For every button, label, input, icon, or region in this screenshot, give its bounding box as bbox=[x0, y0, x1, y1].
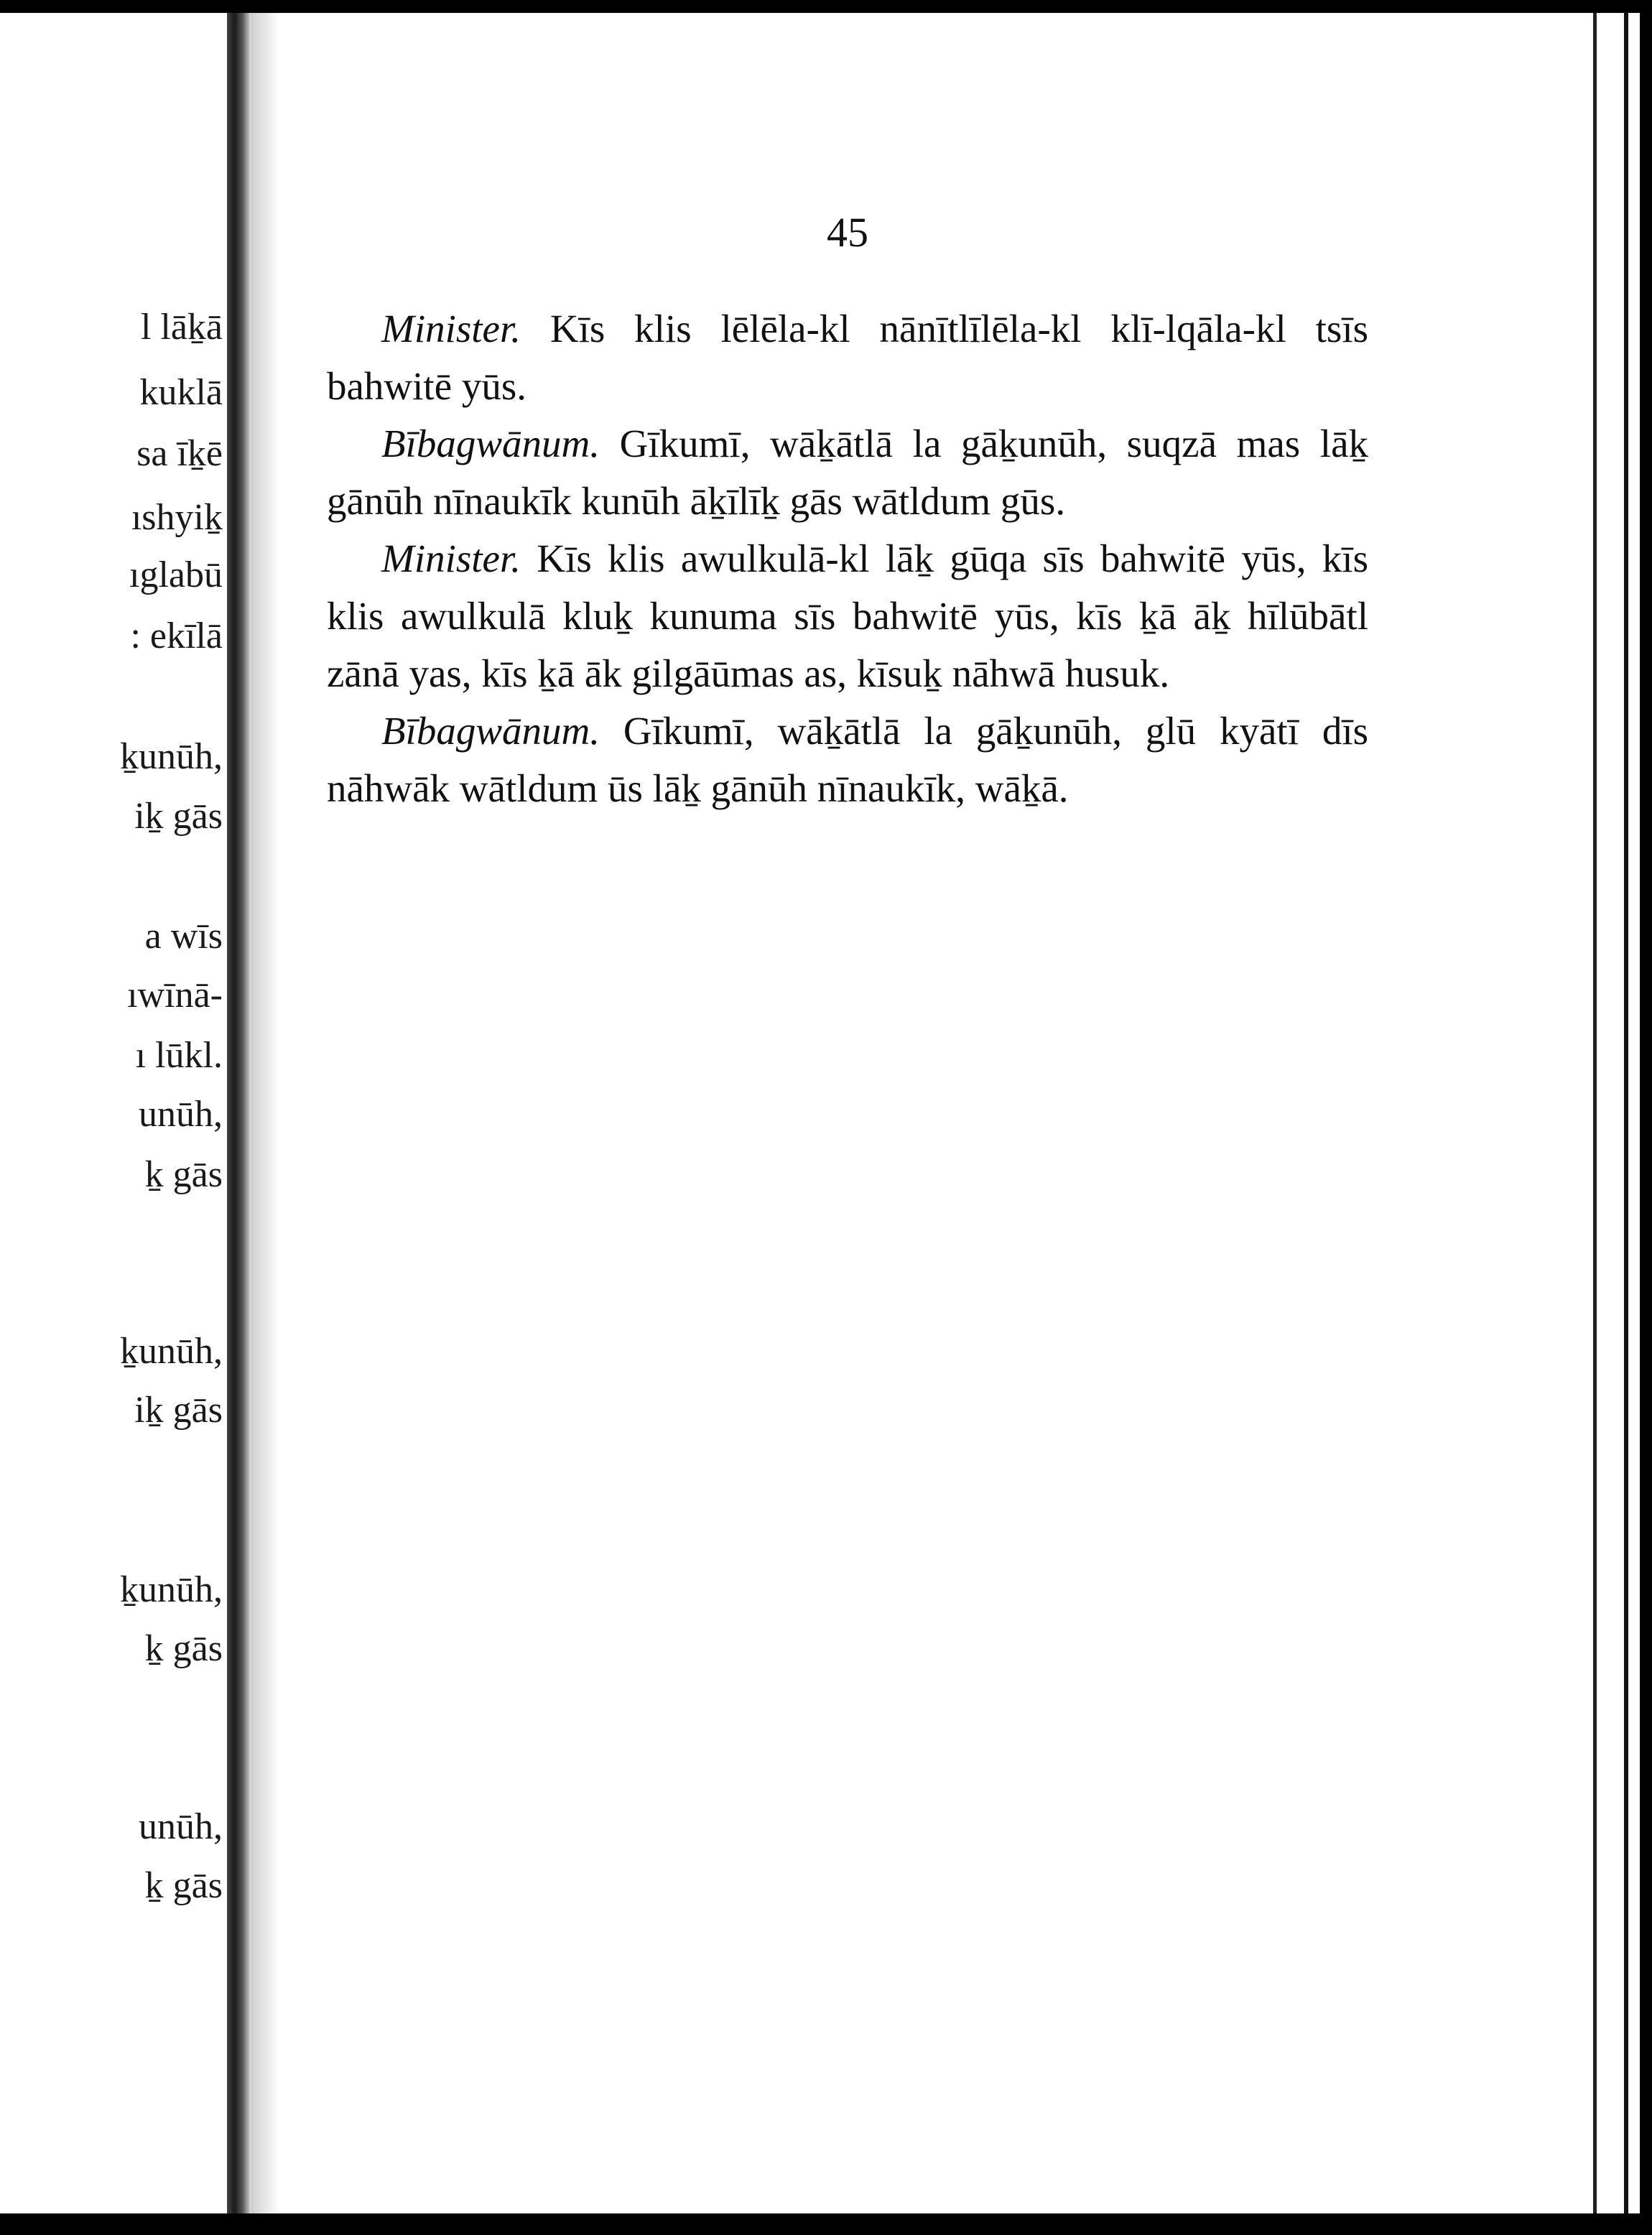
left-page-fragment: ḵ gās bbox=[144, 1628, 223, 1669]
left-page-fragment: ıshyiḵ bbox=[131, 497, 223, 538]
left-page-fragment: unūh, bbox=[139, 1094, 223, 1135]
gutter-shadow bbox=[251, 13, 280, 2213]
left-page-fragment: unūh, bbox=[139, 1806, 223, 1847]
left-page-fragment: ı lūkl. bbox=[135, 1035, 223, 1076]
book-gutter bbox=[227, 13, 253, 2213]
dialogue-body bbox=[327, 300, 1368, 817]
left-page-fragment: ıwīnā- bbox=[127, 975, 223, 1016]
dialogue-text: Gīkumī, wāḵātlā la gāḵunūh, suqzā mas lāḵ gānūh nīnaukīk kunūh āḵīlīḵ gās wātldum gūs. bbox=[327, 422, 1368, 523]
left-page-fragment: ḵunūh, bbox=[120, 736, 223, 777]
speaker-name: Bībagwānum. bbox=[381, 422, 600, 465]
left-page-fragment: iḵ gās bbox=[134, 1390, 223, 1431]
page-edge-right bbox=[1593, 13, 1652, 2213]
dialogue-paragraph bbox=[327, 702, 1368, 817]
left-page-fragment: a wīs bbox=[144, 916, 223, 957]
left-page-fragment: ḵunūh, bbox=[120, 1569, 223, 1610]
left-page-fragment: ḵ gās bbox=[144, 1865, 223, 1906]
left-page-fragment: ḵunūh, bbox=[120, 1331, 223, 1372]
left-page-fragment: : ekīlā bbox=[130, 615, 223, 656]
left-page-fragment: iḵ gās bbox=[134, 796, 223, 837]
speaker-name: Bībagwānum. bbox=[381, 709, 600, 753]
dialogue-text: Kīs klis lēlēla-kl nānītlīlēla-kl klī-lqāla-kl tsīs bahwitē yūs. bbox=[327, 307, 1369, 408]
left-page-fragment: ḵ gās bbox=[144, 1154, 223, 1195]
dialogue-paragraph bbox=[327, 530, 1368, 702]
dialogue-text: Kīs klis awulkulā-kl lāḵ gūqa sīs bahwitē yūs, kīs klis awulkulā kluḵ kunuma sīs bahwitē yūs, kīs ḵā āḵ hīlūbātl zānā yas, kīs ḵā āk gilgāūmas as, kīsuḵ nāhwā husuk. bbox=[327, 536, 1368, 695]
dialogue-text: Gīkumī, wāḵātlā la gāḵunūh, glū kyātī dīs nāhwāk wātldum ūs lāḵ gānūh nīnaukīk, wāḵā. bbox=[327, 709, 1369, 810]
left-page-fragment: sa īḵē bbox=[136, 433, 223, 474]
speaker-name: Minister. bbox=[381, 307, 521, 350]
left-page-fragment: ıglabū bbox=[129, 554, 223, 595]
facing-page-left bbox=[0, 13, 228, 2213]
left-page-fragment: l lāḵā bbox=[140, 307, 223, 348]
speaker-name: Minister. bbox=[381, 536, 521, 580]
left-page-fragment: kuklā bbox=[139, 372, 223, 413]
dialogue-paragraph bbox=[327, 415, 1368, 530]
page-number: 45 bbox=[827, 209, 868, 256]
dialogue-paragraph bbox=[327, 300, 1368, 415]
